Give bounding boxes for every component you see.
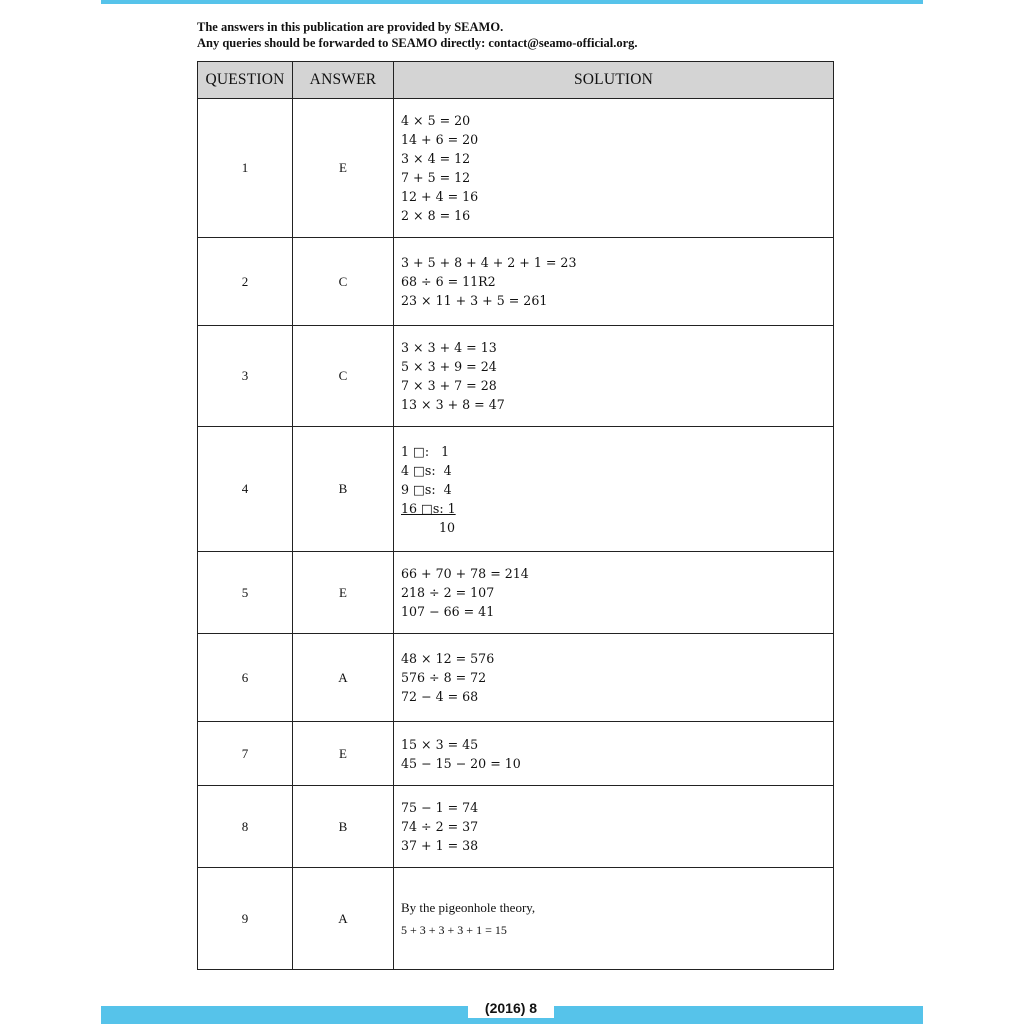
- question-number: 3: [198, 326, 293, 427]
- solution-line: 7 + 5 = 12: [401, 170, 471, 185]
- question-number: 2: [198, 238, 293, 326]
- solution-line: 576 ÷ 8 = 72: [401, 670, 487, 685]
- solution-line: 13 × 3 + 8 = 47: [401, 397, 505, 412]
- question-number: 4: [198, 427, 293, 552]
- answer-letter: A: [293, 634, 394, 722]
- question-number: 6: [198, 634, 293, 722]
- solution-line: 14 + 6 = 20: [401, 132, 479, 147]
- solution-line: 7 × 3 + 7 = 28: [401, 378, 497, 393]
- table-row: [198, 868, 834, 970]
- solution-line: 3 × 3 + 4 = 13: [401, 340, 497, 355]
- solution-line: 3 + 5 + 8 + 4 + 2 + 1 = 23: [401, 255, 577, 270]
- solution-line: 48 × 12 = 576: [401, 651, 495, 666]
- notice-line-2: Any queries should be forwarded to SEAMO directly: contact@seamo-official.org.: [197, 36, 638, 50]
- answer-letter: B: [293, 786, 394, 868]
- question-number: 1: [198, 99, 293, 238]
- table-row: [198, 238, 834, 326]
- table-row: [198, 552, 834, 634]
- solution-cell: [394, 634, 834, 722]
- header-solution: SOLUTION: [394, 62, 834, 99]
- solution-line: 74 ÷ 2 = 37: [401, 819, 479, 834]
- solution-line: 75 − 1 = 74: [401, 800, 479, 815]
- question-number: 5: [198, 552, 293, 634]
- publication-notice: [197, 19, 837, 51]
- solution-cell: [394, 786, 834, 868]
- notice-line-1: The answers in this publication are provided by SEAMO.: [197, 20, 504, 34]
- solution-cell: [394, 238, 834, 326]
- solution-line: 4 × 5 = 20: [401, 113, 471, 128]
- solution-line: 4 □s: 4: [401, 462, 452, 478]
- solution-line: 2 × 8 = 16: [401, 208, 471, 223]
- solution-line: 68 ÷ 6 = 11R2: [401, 274, 496, 289]
- answer-letter: E: [293, 722, 394, 786]
- solution-line: 37 + 1 = 38: [401, 838, 479, 853]
- solution-cell: [394, 427, 834, 552]
- answer-letter: B: [293, 427, 394, 552]
- answer-letter: C: [293, 238, 394, 326]
- table-row: [198, 722, 834, 786]
- table-row: [198, 634, 834, 722]
- solution-cell: [394, 99, 834, 238]
- header-answer: ANSWER: [293, 62, 394, 99]
- solution-cell: [394, 868, 834, 970]
- header-question: QUESTION: [198, 62, 293, 99]
- top-accent-bar: [101, 0, 923, 4]
- answer-letter: A: [293, 868, 394, 970]
- solution-line: 9 □s: 4: [401, 481, 452, 497]
- solution-line: 3 × 4 = 12: [401, 151, 471, 166]
- answer-letter: C: [293, 326, 394, 427]
- answer-letter: E: [293, 552, 394, 634]
- solution-line: By the pigeonhole theory,: [401, 899, 536, 915]
- answer-table: [197, 61, 834, 970]
- solution-line: 72 − 4 = 68: [401, 689, 479, 704]
- solution-line: 12 + 4 = 16: [401, 189, 479, 204]
- table-row: [198, 786, 834, 868]
- solution-cell: [394, 722, 834, 786]
- solution-cell: [394, 552, 834, 634]
- solution-line: 66 + 70 + 78 = 214: [401, 566, 529, 581]
- question-number: 8: [198, 786, 293, 868]
- table-header-row: [198, 62, 834, 99]
- solution-line: 218 ÷ 2 = 107: [401, 585, 495, 600]
- question-number: 7: [198, 722, 293, 786]
- solution-cell: [394, 326, 834, 427]
- solution-line: 16 □s: 1: [401, 500, 456, 516]
- solution-line: 1 □: 1: [401, 443, 450, 459]
- answer-letter: E: [293, 99, 394, 238]
- table-row: [198, 326, 834, 427]
- page-number: (2016) 8: [468, 998, 554, 1018]
- solution-total: 10: [439, 519, 456, 535]
- solution-line: 45 − 15 − 20 = 10: [401, 755, 521, 771]
- solution-line: 5 × 3 + 9 = 24: [401, 359, 497, 374]
- solution-line: 15 × 3 = 45: [401, 736, 479, 752]
- question-number: 9: [198, 868, 293, 970]
- table-row: [198, 427, 834, 552]
- solution-line: 23 × 11 + 3 + 5 = 261: [401, 293, 548, 308]
- solution-line: 107 − 66 = 41: [401, 604, 495, 619]
- table-row: [198, 99, 834, 238]
- solution-line: 5 + 3 + 3 + 3 + 1 = 15: [401, 922, 507, 937]
